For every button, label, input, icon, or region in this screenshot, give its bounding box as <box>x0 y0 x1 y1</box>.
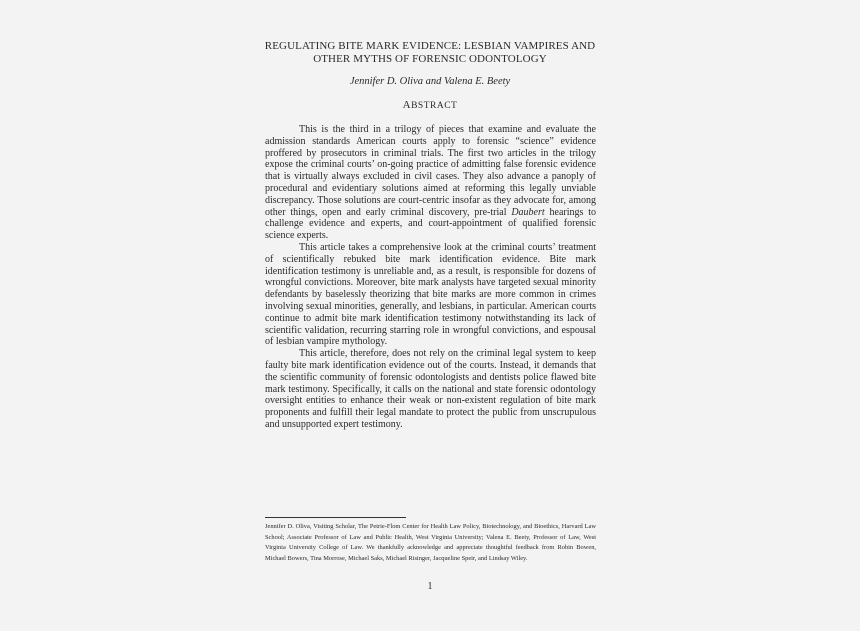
abstract-heading <box>240 99 620 111</box>
abstract-paragraph-1 <box>265 124 596 242</box>
abstract-body <box>265 124 596 431</box>
abstract-heading-initial: A <box>402 99 412 111</box>
abstract-paragraph-2: This article takes a comprehensive look at the criminal courts’ treatment of scientifically rebuked bite mark identification evidence. Bite mark identification testimony is unreliable and, as a result, is responsible for dozens of wrongful convictions. Moreover, bite mark analysts have targeted sexual minority defendants by baselessly theorizing that bite marks are more common in crimes involving sexual minorities, generally, and lesbians, in particular. American courts continue to admit bite mark identification testimony notwithstanding its lack of scientific validation, recurring starring role in wrongful convictions, and espousal of lesbian vampire mythology. <box>265 241 596 348</box>
abstract-heading-rest: BSTRACT <box>411 101 458 111</box>
author-footnote: Jennifer D. Oliva, Visiting Scholar, The Petrie-Flom Center for Health Law Policy, Biotechnology, and Bioethics, Harvard Law School; Associate Professor of Law and Public Health, West Virginia University; Valena E. Beety, Professor of Law, West Virginia University College of Law. We thankfully acknowledge and appreciate thoughtful feedback from Robin Bowen, Michael Bowers, Tina Morrose, Michael Saks, Michael Risinger, Jacqueline Speir, and Lindsay Wiley. <box>265 523 596 562</box>
daubert-italic: Daubert <box>511 206 545 218</box>
footnote-divider <box>265 517 406 518</box>
article-title-line-1: REGULATING BITE MARK EVIDENCE: LESBIAN VAMPIRES AND <box>264 40 596 52</box>
page-number: 1 <box>427 581 433 592</box>
article-authors: Jennifer D. Oliva and Valena E. Beety <box>349 76 511 87</box>
abstract-paragraph-3: This article, therefore, does not rely on the criminal legal system to keep faulty bite mark identification evidence out of the courts. Instead, it demands that the scientific community of forensic odontologists and dentists police flawed bite mark testimony. Specifically, it calls on the national and state forensic odontology oversight entities to enhance their weak or non-existent regulation of bite mark proponents and fulfill their legal mandate to protect the public from unscrupulous and unsupported expert testimony. <box>265 348 596 430</box>
article-title-line-2: OTHER MYTHS OF FORENSIC ODONTOLOGY <box>313 53 547 65</box>
abstract-paragraph-1-text-a: This is the third in a trilogy of pieces that examine and evaluate the admission standards American courts apply to forensic “science” evidence proffered by prosecutors in criminal trials. The first two articles in the trilogy expose the criminal courts’ on-going practice of admitting false forensic evidence that is virtually always excluded in civil cases. They also advance a panoply of procedural and evidentiary solutions aimed at reforming this legally unviable discrepancy. Those solutions are court-centric insofar as they advocate for, among other things, open and early criminal discovery, pre-trial <box>265 124 596 218</box>
article-title <box>240 40 620 66</box>
abstract-paragraph-1-text-b: hearings to challenge evidence and experts, and court-appointment of qualified forensic science experts. <box>265 206 597 242</box>
